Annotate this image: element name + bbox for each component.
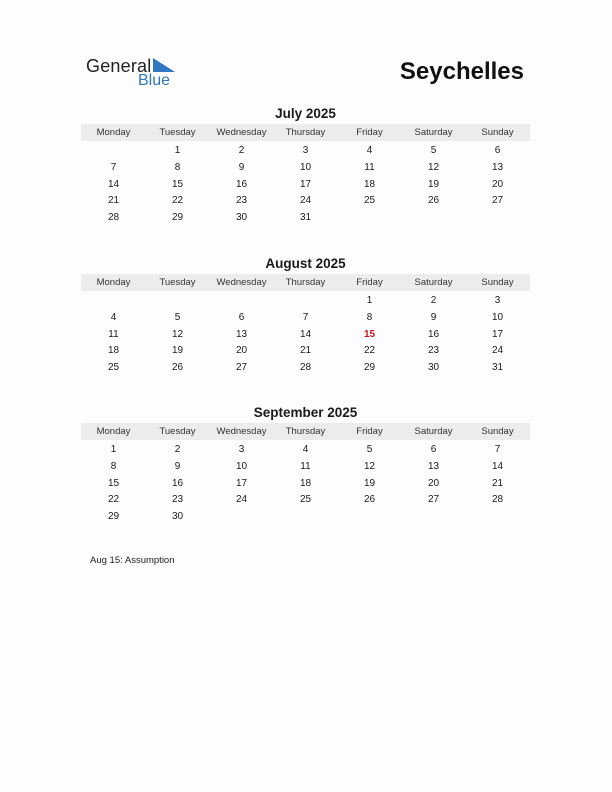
day-cell: 9 [238, 161, 245, 173]
day-cell: 30 [427, 362, 440, 374]
generalblue-logo [86, 56, 186, 92]
day-cell: 1 [366, 295, 373, 306]
weekday-header-row [81, 423, 530, 440]
logo-triangle-icon [153, 58, 175, 72]
day-cell: 4 [366, 145, 373, 156]
weekday-label: Sunday [481, 127, 514, 138]
day-cell: 6 [430, 444, 437, 455]
weekday-label: Monday [96, 426, 131, 437]
day-cell: 23 [235, 195, 248, 207]
month-calendar-august [81, 256, 530, 377]
day-cell: 11 [300, 460, 311, 472]
day-cell: 19 [427, 178, 440, 190]
day-cell: 25 [107, 362, 120, 374]
day-cell: 8 [174, 161, 181, 173]
day-cell: 28 [107, 212, 120, 224]
day-cell: 21 [491, 477, 504, 489]
days-grid [81, 141, 530, 227]
day-cell: 31 [299, 212, 312, 224]
day-cell: 24 [299, 195, 312, 207]
empty-day-cell [82, 143, 146, 160]
day-cell: 13 [491, 161, 504, 173]
day-cell: 22 [171, 195, 184, 207]
day-cell: 26 [363, 494, 376, 506]
day-cell: 9 [174, 460, 181, 472]
weekday-label: Friday [356, 127, 383, 138]
weekday-label: Monday [96, 277, 131, 288]
empty-day-cell [210, 293, 274, 310]
day-cell: 23 [427, 345, 440, 357]
day-cell: 7 [110, 161, 117, 173]
month-calendar-july [81, 106, 530, 227]
logo-word-blue: Blue [138, 72, 171, 89]
day-cell: 3 [302, 145, 309, 156]
day-cell: 11 [108, 328, 119, 340]
day-cell: 16 [171, 477, 184, 489]
day-cell: 22 [363, 345, 376, 357]
weekday-label: Wednesday [216, 426, 267, 437]
day-cell: 6 [494, 145, 501, 156]
weekday-label: Tuesday [159, 277, 196, 288]
logo-word-general: General [86, 56, 152, 76]
day-cell: 20 [235, 345, 248, 357]
weekday-label: Wednesday [216, 127, 267, 138]
day-cell: 10 [235, 460, 248, 472]
day-cell: 31 [491, 362, 504, 374]
empty-day-cell [146, 293, 210, 310]
weekday-label: Saturday [414, 426, 453, 437]
day-cell: 12 [427, 161, 440, 173]
day-cell: 8 [110, 460, 117, 472]
day-cell: 16 [427, 328, 440, 340]
day-cell: 24 [491, 345, 504, 357]
day-cell: 14 [107, 178, 120, 190]
day-cell: 15 [107, 477, 120, 489]
day-cell: 13 [427, 460, 440, 472]
month-title: September 2025 [253, 405, 358, 420]
day-cell: 17 [491, 328, 504, 340]
month-title: July 2025 [275, 106, 336, 121]
day-cell: 18 [107, 345, 120, 357]
day-cell: 26 [171, 362, 184, 374]
day-cell: 1 [110, 444, 117, 455]
day-cell: 27 [235, 362, 248, 374]
day-cell: 28 [299, 362, 312, 374]
day-cell: 24 [235, 494, 248, 506]
day-cell: 17 [299, 178, 312, 190]
weekday-label: Saturday [414, 127, 453, 138]
empty-day-cell [82, 293, 146, 310]
day-cell: 15 [171, 178, 184, 190]
weekday-label: Wednesday [216, 277, 267, 288]
day-cell: 25 [299, 494, 312, 506]
weekday-header-row [81, 124, 530, 141]
weekday-label: Thursday [285, 277, 326, 288]
day-cell: 5 [366, 444, 373, 455]
day-cell: 2 [174, 444, 181, 455]
day-cell: 18 [363, 178, 376, 190]
weekday-label: Monday [96, 127, 131, 138]
day-cell: 23 [171, 494, 184, 506]
day-cell: 11 [364, 161, 375, 173]
weekday-header-row [81, 274, 530, 291]
day-cell: 26 [427, 195, 440, 207]
holiday-note: Aug 15: Assumption [90, 555, 175, 566]
day-cell: 21 [299, 345, 312, 357]
day-cell: 20 [491, 178, 504, 190]
day-cell: 25 [363, 195, 376, 207]
weekday-label: Friday [356, 426, 383, 437]
day-cell: 1 [174, 145, 181, 156]
day-cell: 2 [238, 145, 245, 156]
day-cell: 4 [302, 444, 309, 455]
day-cell: 18 [299, 477, 312, 489]
day-cell: 3 [494, 295, 501, 306]
day-cell: 19 [171, 345, 184, 357]
holiday-day-cell: 15 [363, 328, 376, 340]
day-cell: 13 [235, 328, 248, 340]
day-cell: 4 [110, 311, 117, 323]
day-cell: 30 [235, 212, 248, 224]
country-title: Seychelles [399, 58, 524, 85]
days-grid [81, 440, 530, 526]
day-cell: 27 [491, 195, 504, 207]
day-cell: 6 [238, 311, 245, 323]
weekday-label: Saturday [414, 277, 453, 288]
weekday-label: Thursday [285, 426, 326, 437]
empty-day-cell [274, 293, 338, 310]
month-calendar-september [81, 405, 530, 526]
day-cell: 10 [491, 311, 504, 323]
weekday-label: Sunday [481, 277, 514, 288]
day-cell: 2 [430, 295, 437, 306]
day-cell: 30 [171, 511, 184, 523]
day-cell: 7 [494, 444, 501, 455]
day-cell: 20 [427, 477, 440, 489]
day-cell: 5 [174, 311, 181, 323]
day-cell: 14 [491, 460, 504, 472]
days-grid [81, 291, 530, 377]
day-cell: 17 [235, 477, 248, 489]
weekday-label: Sunday [481, 426, 514, 437]
day-cell: 19 [363, 477, 376, 489]
day-cell: 29 [363, 362, 376, 374]
day-cell: 3 [238, 444, 245, 455]
day-cell: 21 [107, 195, 120, 207]
day-cell: 9 [430, 311, 437, 323]
day-cell: 12 [171, 328, 184, 340]
day-cell: 28 [491, 494, 504, 506]
day-cell: 7 [302, 311, 309, 323]
day-cell: 29 [171, 212, 184, 224]
day-cell: 12 [363, 460, 376, 472]
weekday-label: Tuesday [159, 426, 196, 437]
day-cell: 27 [427, 494, 440, 506]
day-cell: 22 [107, 494, 120, 506]
day-cell: 8 [366, 311, 373, 323]
weekday-label: Friday [356, 277, 383, 288]
day-cell: 10 [299, 161, 312, 173]
day-cell: 14 [299, 328, 312, 340]
day-cell: 5 [430, 145, 437, 156]
day-cell: 16 [235, 178, 248, 190]
day-cell: 29 [107, 511, 120, 523]
month-title: August 2025 [265, 256, 346, 271]
weekday-label: Tuesday [159, 127, 196, 138]
weekday-label: Thursday [285, 127, 326, 138]
